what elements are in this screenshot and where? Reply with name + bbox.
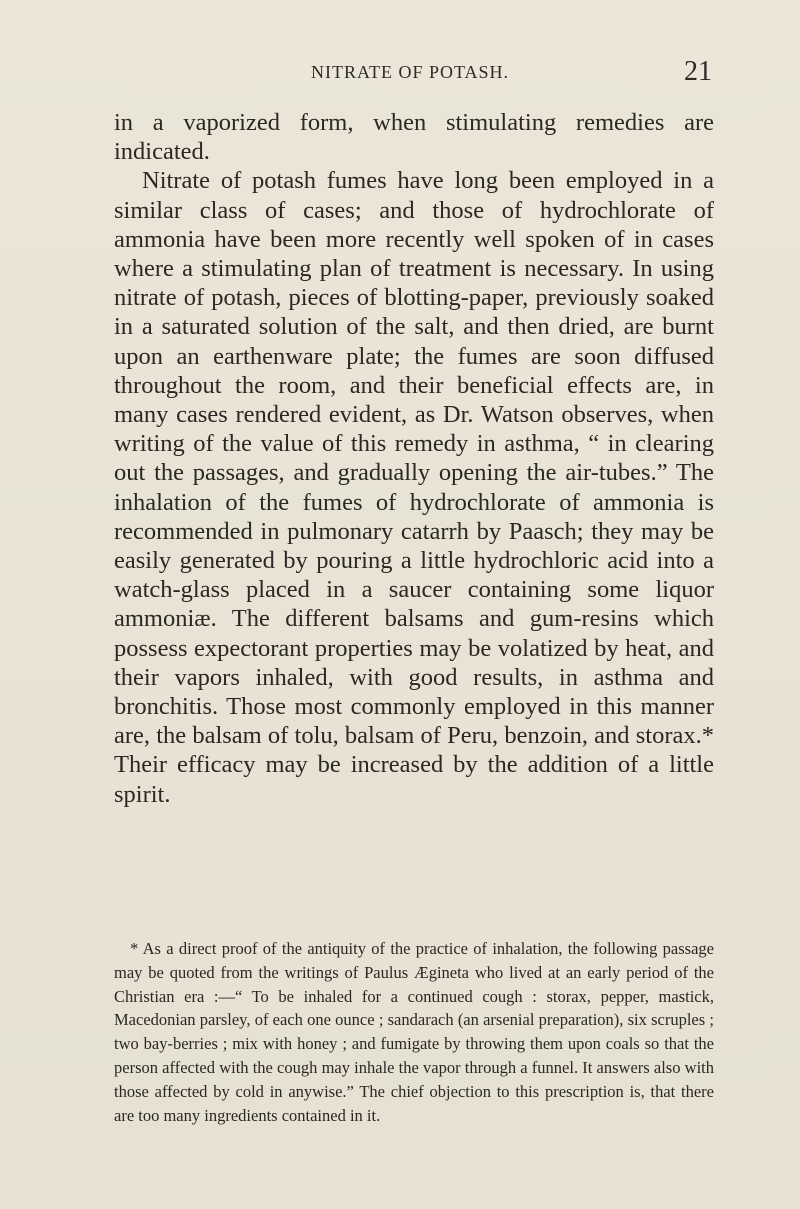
footnote	[114, 937, 714, 1127]
paragraph-nitrate-of-potash: Nitrate of potash fumes have long been employed in a similar class of cases; and those of hydrochlorate of ammonia have been more recently well spoken of in cases where a stimulating plan of treatment is necessary. In using nitrate of potash, pieces of blotting-paper, previously soaked in a saturated solution of the salt, and then dried, are burnt upon an earthenware plate; the fumes are soon diffused throughout the room, and their beneficial effects are, in many cases rendered evident, as Dr. Watson observes, when writing of the value of this remedy in asthma, “ in clearing out the passages, and gradually opening the air-tubes.” The inhalation of the fumes of hydrochlorate of ammonia is recommended in pulmonary catarrh by Paasch; they may be easily generated by pouring a little hydrochloric acid into a watch-glass placed in a saucer containing some liquor ammoniæ. The different balsams and gum-resins which possess expectorant properties may be volatized by heat, and their vapors inhaled, with good results, in asthma and bronchitis. Those most commonly employed in this manner are, the balsam of tolu, balsam of Peru, benzoin, and storax.* Their efficacy may be increased by the addition of a little spirit.	[114, 167, 714, 808]
running-title: NITRATE OF POTASH.	[310, 62, 510, 82]
running-head	[110, 56, 710, 86]
paragraph-continuation: in a vaporized form, when stimulating remedies are indicated.	[114, 109, 714, 166]
page-number: 21	[684, 56, 712, 87]
footnote-text: * As a direct proof of the antiquity of the practice of inhalation, the following passage may be quoted from the writings of Paulus Ægineta who lived at an early period of the Christian era :—“ To be inhaled for a continued cough : storax, pepper, mastick, Macedonian parsley, of each one ounce ; sandarach (an arsenial preparation), six scruples ; two bay-berries ; mix with honey ; and fumigate by throwing them upon coals so that the person affected with the cough may inhale the vapor through a funnel. It answers also with those affected by cold in anywise.” The chief objection to this prescription is, that there are too many ingredients contained in it.	[114, 939, 714, 1125]
body-text	[114, 108, 714, 809]
